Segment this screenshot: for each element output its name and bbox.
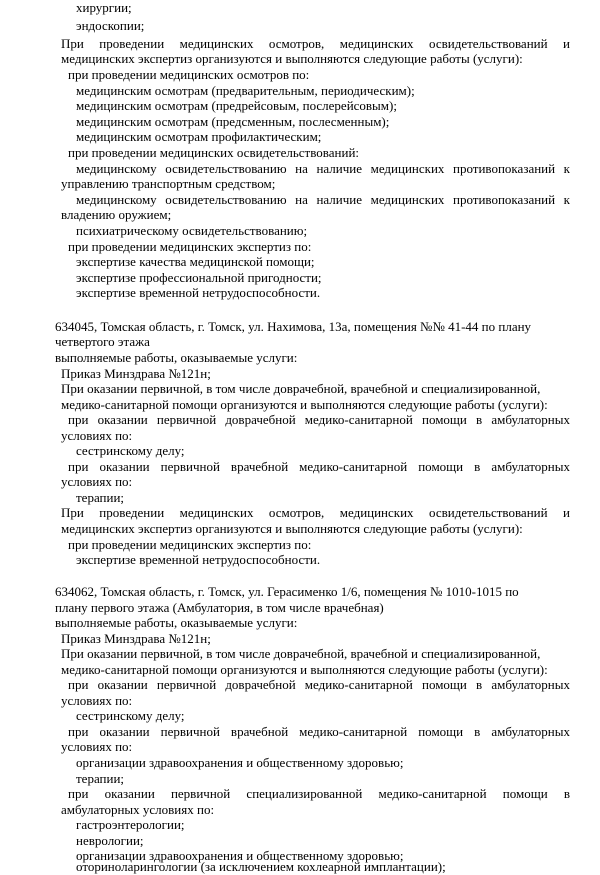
text-line: терапии; <box>76 490 125 505</box>
text-line: При проведении медицинских осмотров, медицинских освидетельствований и <box>61 505 570 520</box>
text-line: медицинским осмотрам профилактическим; <box>76 129 322 144</box>
text-line: управлению транспортным средством; <box>61 176 276 191</box>
text-line: условиях по: <box>61 428 133 443</box>
text-line: условиях по: <box>61 474 133 489</box>
text-line: экспертизе качества медицинской помощи; <box>76 254 315 269</box>
text-line: эндоскопии; <box>76 18 145 33</box>
text-line: при проведении медицинских экспертиз по: <box>68 537 312 552</box>
text-line: медицинским осмотрам (предсменным, послесменным); <box>76 114 390 129</box>
text-line: плану первого этажа (Амбулатория, в том числе врачебная) <box>55 600 384 615</box>
text-line: при оказании первичной доврачебной медико-санитарной помощи в амбулаторных <box>68 412 570 427</box>
text-line: организации здравоохранения и общественному здоровью; <box>76 755 404 770</box>
text-line: сестринскому делу; <box>76 443 185 458</box>
text-line: выполняемые работы, оказываемые услуги: <box>55 615 298 630</box>
text-line: при оказании первичной доврачебной медико-санитарной помощи в амбулаторных <box>68 677 570 692</box>
text-line: четвертого этажа <box>55 334 150 349</box>
text-line: При оказании первичной, в том числе доврачебной, врачебной и специализированной, <box>61 646 541 661</box>
text-line: амбулаторных условиях по: <box>61 802 215 817</box>
text-line: при оказании первичной специализированной медико-санитарной помощи в <box>68 786 570 801</box>
text-line: при оказании первичной врачебной медико-санитарной помощи в амбулаторных <box>68 724 570 739</box>
text-line: медицинских экспертиз организуются и выполняются следующие работы (услуги): <box>61 51 523 66</box>
text-line: условиях по: <box>61 693 133 708</box>
text-line: при оказании первичной врачебной медико-санитарной помощи в амбулаторных <box>68 459 570 474</box>
text-line: экспертизе профессиональной пригодности; <box>76 270 322 285</box>
text-line: медико-санитарной помощи организуются и выполняются следующие работы (услуги): <box>61 397 548 412</box>
text-line: При оказании первичной, в том числе доврачебной, врачебной и специализированной, <box>61 381 541 396</box>
text-line: медицинских экспертиз организуются и выполняются следующие работы (услуги): <box>61 521 523 536</box>
text-line: при проведении медицинских освидетельствований: <box>68 145 360 160</box>
text-line: хирургии; <box>76 0 132 15</box>
text-line: медико-санитарной помощи организуются и выполняются следующие работы (услуги): <box>61 662 548 677</box>
text-line: неврологии; <box>76 833 144 848</box>
text-line: Приказ Минздрава №121н; <box>61 366 211 381</box>
text-line: 634062, Томская область, г. Томск, ул. Герасименко 1/6, помещения № 1010-1015 по <box>55 584 519 599</box>
text-line: медицинскому освидетельствованию на наличие медицинских противопоказаний к <box>76 192 570 207</box>
text-line: гастроэнтерологии; <box>76 817 185 832</box>
text-line: При проведении медицинских осмотров, медицинских освидетельствований и <box>61 36 570 51</box>
text-line: при проведении медицинских осмотров по: <box>68 67 310 82</box>
text-line: организации здравоохранения и общественному здоровью; <box>76 848 404 863</box>
text-line: медицинскому освидетельствованию на наличие медицинских противопоказаний к <box>76 161 570 176</box>
text-line: сестринскому делу; <box>76 708 185 723</box>
text-line: выполняемые работы, оказываемые услуги: <box>55 350 298 365</box>
text-line: Приказ Минздрава №121н; <box>61 631 211 646</box>
text-line: медицинским осмотрам (предрейсовым, послерейсовым); <box>76 98 397 113</box>
text-line: медицинским осмотрам (предварительным, периодическим); <box>76 83 415 98</box>
text-line: владению оружием; <box>61 207 172 222</box>
text-line: 634045, Томская область, г. Томск, ул. Нахимова, 13а, помещения №№ 41-44 по плану <box>55 319 532 334</box>
text-line: при проведении медицинских экспертиз по: <box>68 239 312 254</box>
text-line: экспертизе временной нетрудоспособности. <box>76 552 321 567</box>
text-line: оториноларингологии (за исключением кохлеарной имплантации); <box>76 859 446 874</box>
text-line: экспертизе временной нетрудоспособности. <box>76 285 321 300</box>
text-line: психиатрическому освидетельствованию; <box>76 223 308 238</box>
text-line: терапии; <box>76 771 125 786</box>
text-line: условиях по: <box>61 739 133 754</box>
